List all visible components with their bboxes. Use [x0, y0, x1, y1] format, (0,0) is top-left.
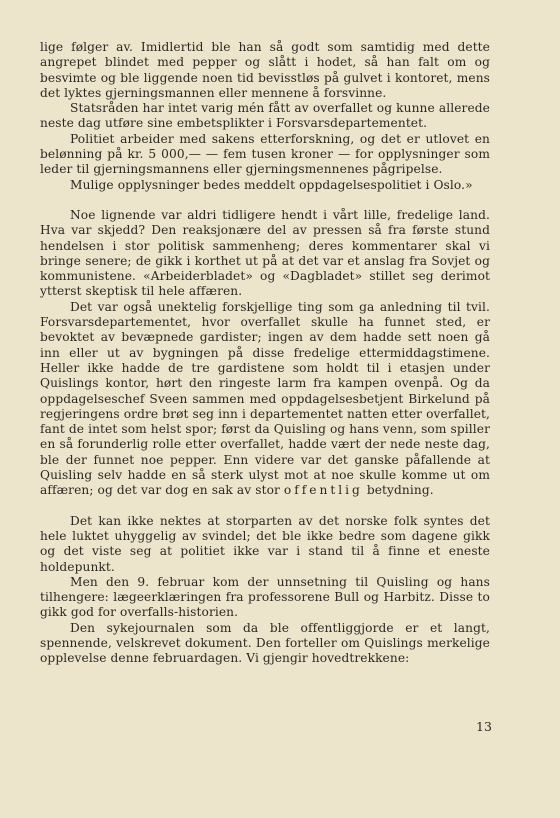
paragraph-text: Det var også unektelig forskjellige ting som ga anledning til tvil. Forsvarsdepartementet, hvor overfallet skulle ha funnet sted, er bevoktet av bevæpnede gardister; ingen av dem hadde sett noen gå inn eller ut av bygningen på disse fredelige ettermiddagstimene. Heller ikke hadde de tre gardistene som holdt til i etasjen under Quislings kontor, hørt den ringeste larm fra kampen ovenpå. Og da oppdagelseschef Sveen sammen med oppdagelsesbetjent Birkelund på regjeringens ordre brøt seg inn i departementet natten etter overfallet, fant de intet som helst spor; først da Quisling og hans venn, som spiller en så forunderlig rolle etter overfallet, hadde vært der nede neste dag, ble der funnet noe pepper. Enn videre var det ganske påfallende at Quisling selv hadde en så sterk ulyst mot at noe skulle komme ut om affæren; og det var dog en sak av stor: [40, 299, 490, 498]
paragraph: Noe lignende var aldri tidligere hendt i vårt lille, fredelige land. Hva var skjedd? Den reaksjonære del av pressen så fra første stund hendelsen i stor politisk sammenheng; deres kommentarer skal vi bringe senere; de gikk i korthet ut på at det var et anslag fra Sovjet og kommunistene. «Arbeiderbladet» og «Dagbladet» stillet seg derimot ytterst skeptisk til hele affæren.: [40, 207, 490, 299]
paragraph: lige følger av. Imidlertid ble han så godt som samtidig med dette angrepet blindet med pepper og slått i hodet, så han falt om og besvimte og ble liggende noen tid bevisstløs på gulvet i kontoret, mens det lyktes gjerningsmannen eller mennene å forsvinne.: [40, 40, 490, 100]
paragraph: Den sykejournalen som da ble offentliggjorde er et langt, spennende, velskrevet dokument. Den forteller om Quislings merkelige opplevelse denne februardagen. Vi gjengir hovedtrekkene:: [40, 620, 490, 666]
paragraph: Politiet arbeider med sakens etterforskning, og det er utlovet en belønning på kr. 5 000,— — fem tusen kroner — for opplysninger som leder til gjerningsmannens eller gjerningsmennenes pågripelse.: [40, 131, 490, 177]
section-gap: [40, 499, 490, 514]
paragraph: Men den 9. februar kom der unnsetning til Quisling og hans tilhengere: lægeerklæringen fra professorene Bull og Harbitz. Disse to gikk god for overfalls-historien.: [40, 574, 490, 620]
emphasized-word: offentlig: [283, 483, 363, 498]
paragraph: [40, 300, 490, 499]
page-number: 13: [476, 719, 492, 734]
paragraph: Statsråden har intet varig mén fått av overfallet og kunne allerede neste dag utføre sine embetsplikter i Forsvarsdepartementet.: [40, 101, 490, 131]
paragraph: Det kan ikke nektes at storparten av det norske folk syntes det hele luktet uhyggelig av svindel; det ble ikke bedre som dagene gikk og det viste seg at politiet ikke var i stand til å finne et eneste holdepunkt.: [40, 513, 490, 574]
paragraph-tail: betydning.: [362, 483, 434, 498]
section-gap: [40, 193, 490, 208]
paragraph: Mulige opplysninger bedes meddelt oppdagelsespolitiet i Oslo.»: [70, 177, 473, 192]
